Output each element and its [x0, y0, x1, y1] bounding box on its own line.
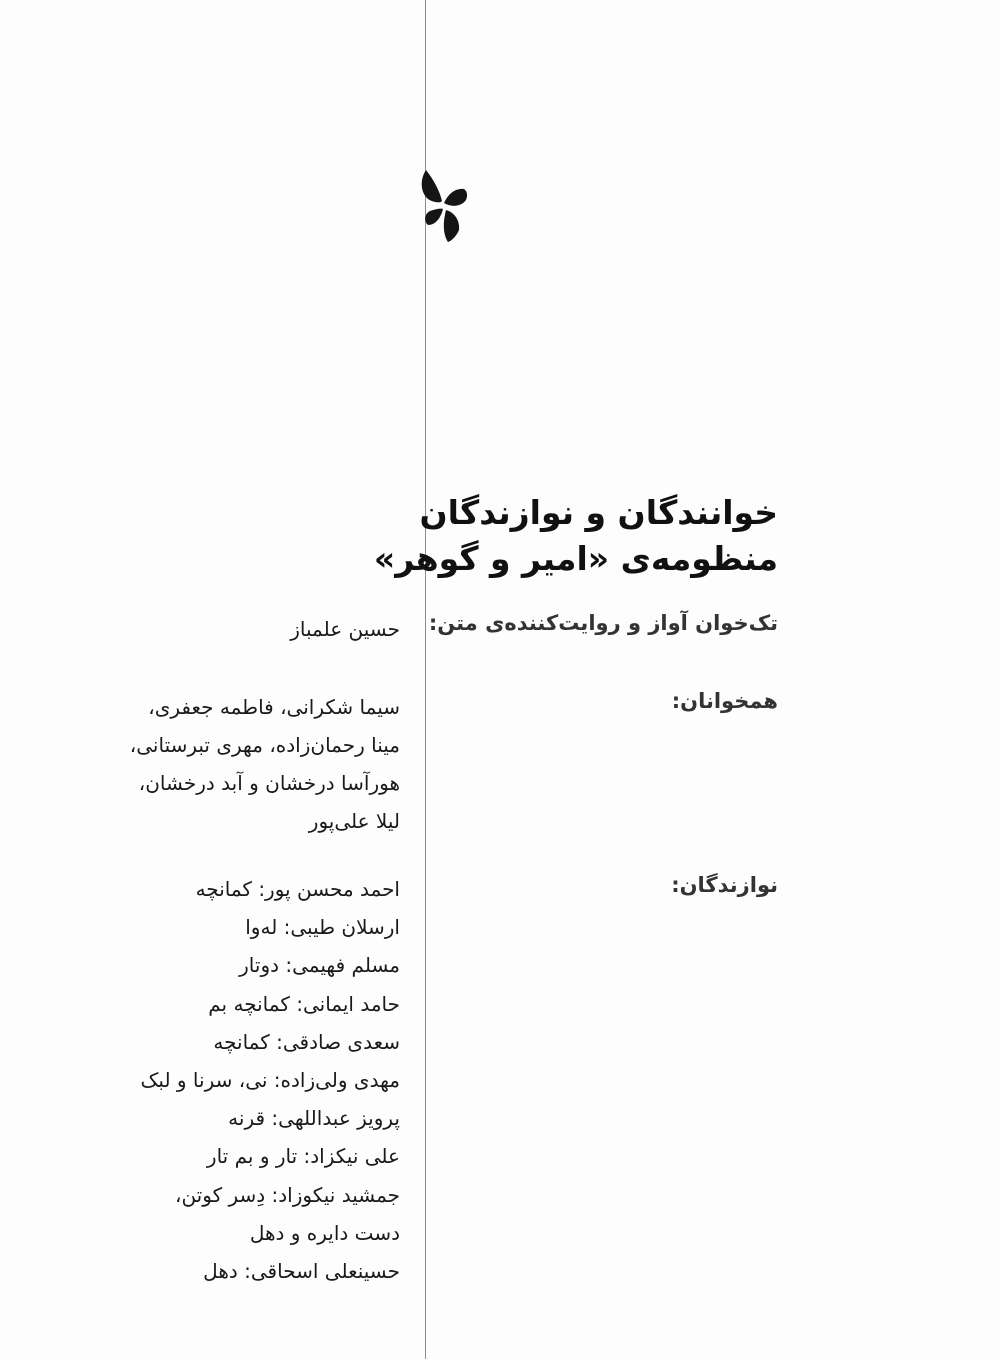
chorus-list	[20, 688, 400, 840]
chorus-line: مینا رحمان‌زاده، مهری تبرستانی،	[129, 733, 400, 757]
musician-line: سعدی صادقی: کمانچه	[213, 1029, 400, 1054]
title-line-1: خوانندگان و نوازندگان	[419, 493, 778, 532]
musician-line: مسلم فهیمی: دوتار	[239, 953, 400, 978]
musicians-label: نوازندگان:	[671, 873, 778, 897]
musician-line: حسینعلی اسحاقی: دهل	[203, 1259, 400, 1284]
musician-line: علی نیکزاد: تار و بم تار	[206, 1144, 400, 1169]
musician-line: حامد ایمانی: کمانچه بم	[208, 991, 400, 1016]
musician-line: مهدی ولی‌زاده: نی، سرنا و لبک	[140, 1068, 400, 1093]
soloist-name-text: حسین علمباز	[290, 617, 400, 641]
soloist-label: تک‌خوان آواز و روایت‌کننده‌ی متن:	[428, 611, 778, 635]
musician-line: پرویز عبداللهی: قرنه	[228, 1106, 400, 1131]
soloist-name	[20, 614, 400, 644]
musicians-list	[20, 870, 400, 1290]
chorus-label: همخوانان:	[671, 689, 778, 713]
title-line-2: منظومه‌ی «امیر و گوهر»	[373, 539, 778, 578]
four-petal-flower-icon	[420, 170, 470, 242]
chorus-line: هورآسا درخشان و آبد درخشان،	[138, 771, 400, 795]
chorus-line: لیلا علی‌پور	[308, 809, 400, 833]
musician-line: دست دایره و دهل	[249, 1220, 400, 1245]
page-title	[258, 490, 778, 582]
chorus-line: سیما شکرانی، فاطمه جعفری،	[148, 695, 400, 719]
musician-line: ارسلان طیبی: له‌وا	[245, 915, 400, 940]
musician-line: جمشید نیکوزاد: دِسر کوتن،	[174, 1182, 400, 1207]
musician-line: احمد محسن پور: کمانچه	[195, 877, 400, 901]
